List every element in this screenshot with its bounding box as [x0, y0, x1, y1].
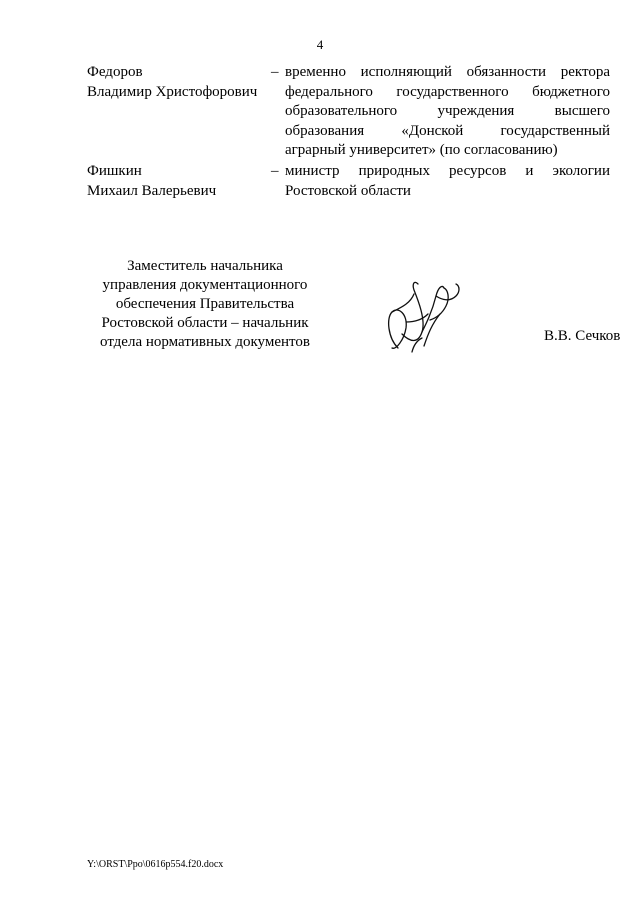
page-number: 4	[316, 37, 324, 52]
file-path-footer: Y:\ORST\Ppo\0616p554.f20.docx	[87, 859, 224, 870]
signatory-title-line: Заместитель начальника	[127, 258, 283, 274]
member-name	[87, 63, 272, 102]
entry-dash: –	[271, 64, 279, 80]
member-role	[285, 63, 610, 161]
role-line: образования «Донской государственный	[285, 122, 610, 139]
role-line: образовательного учреждения высшего	[285, 103, 610, 119]
member-entry	[87, 63, 610, 163]
signatory-title-line: обеспечения Правительства	[115, 296, 295, 312]
member-role	[285, 162, 610, 201]
role-line: Ростовской области	[285, 182, 411, 199]
signatory-title	[92, 257, 318, 352]
role-line: министр природных ресурсов и экологии	[285, 163, 610, 179]
signatory-title-line: Ростовской области – начальник	[101, 315, 309, 331]
member-entry	[87, 162, 610, 202]
role-line: временно исполняющий обязанности ректора	[285, 64, 610, 80]
member-given-names: Владимир Христофорович	[87, 83, 258, 100]
signatory-title-line: управления документационного	[102, 277, 308, 293]
member-surname: Федоров	[87, 64, 143, 80]
member-surname: Фишкин	[87, 163, 142, 179]
signatory-title-line: отдела нормативных документов	[100, 334, 310, 350]
entry-dash: –	[271, 163, 279, 179]
role-line: аграрный университет» (по согласованию)	[285, 142, 558, 158]
signer-name: В.В. Сечков	[544, 328, 621, 344]
member-name	[87, 162, 272, 201]
handwritten-signature	[384, 274, 466, 360]
member-given-names: Михаил Валерьевич	[87, 182, 217, 199]
role-line: федерального государственного бюджетного	[285, 83, 610, 100]
